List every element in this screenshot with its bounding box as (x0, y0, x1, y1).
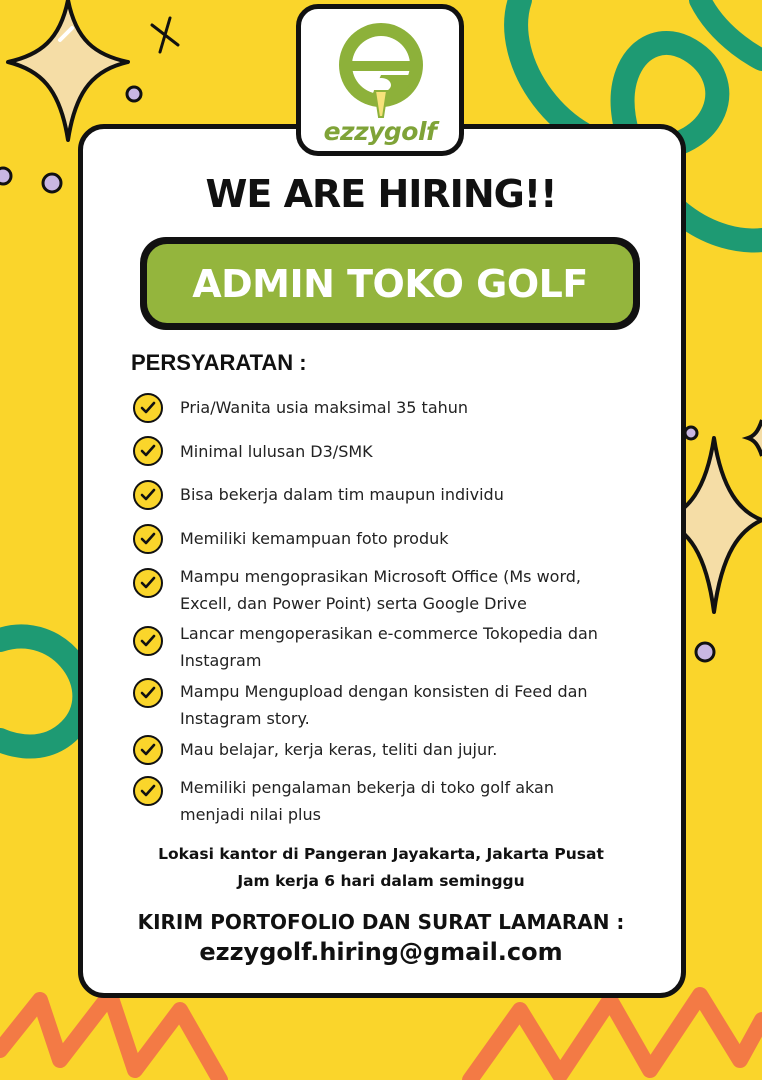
requirement-text: Mampu mengoprasikan Microsoft Office (Ms word, Excell, dan Power Point) serta Google Drive (180, 567, 581, 613)
brand-logo (296, 4, 464, 156)
requirement-text: Bisa bekerja dalam tim maupun individu (180, 485, 504, 504)
requirement-text: Lancar mengoperasikan e-commerce Tokopedia dan Instagram (180, 624, 598, 670)
requirement-text: Mampu Mengupload dengan konsisten di Feed dan Instagram story. (180, 682, 588, 728)
teal-swirl-top-2 (700, 0, 762, 60)
orange-zigzag-bottom (0, 995, 220, 1080)
requirement-text: Minimal lulusan D3/SMK (180, 442, 373, 461)
position-banner (140, 237, 640, 330)
requirement-text: Memiliki pengalaman bekerja di toko golf akan menjadi nilai plus (180, 778, 554, 824)
requirement-text: Pria/Wanita usia maksimal 35 tahun (180, 398, 469, 417)
requirement-text: Mau belajar, kerja keras, teliti dan jujur. (180, 740, 498, 759)
sparkle-star-top-left (8, 0, 128, 140)
check-icon (133, 776, 163, 806)
orange-zigzag-bottom-right (470, 995, 762, 1080)
check-icon (133, 524, 163, 554)
plus-mark (152, 18, 178, 52)
office-location: Lokasi kantor di Pangeran Jayakarta, Jakarta Pusat (158, 845, 604, 863)
work-hours: Jam kerja 6 hari dalam seminggu (237, 872, 525, 890)
check-icon (133, 678, 163, 708)
dot-4 (685, 427, 697, 439)
requirements-title: PERSYARATAN : (131, 350, 307, 375)
hiring-headline: WE ARE HIRING!! (205, 172, 557, 216)
check-icon (133, 568, 163, 598)
dot-5 (696, 643, 714, 661)
check-icon (133, 393, 163, 423)
check-icon (133, 735, 163, 765)
dot-1 (127, 87, 141, 101)
check-icon (133, 480, 163, 510)
position-banner-inner (147, 244, 633, 323)
requirement-text: Memiliki kemampuan foto produk (180, 529, 449, 548)
application-instruction: KIRIM PORTOFOLIO DAN SURAT LAMARAN : (137, 910, 625, 934)
check-icon (133, 626, 163, 656)
position-title: ADMIN TOKO GOLF (192, 261, 588, 306)
application-email[interactable]: ezzygolf.hiring@gmail.com (199, 938, 563, 966)
golf-e-logo-icon (335, 21, 427, 121)
teal-swirl-left (0, 636, 84, 746)
brand-name: ezzygolf (323, 117, 437, 146)
check-icon (133, 436, 163, 466)
